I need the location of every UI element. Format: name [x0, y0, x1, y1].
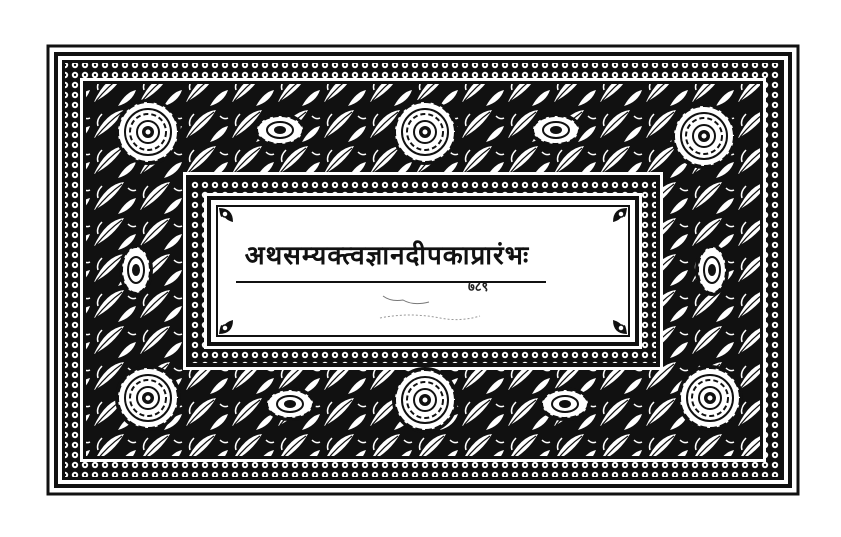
catalog-number: ७८९ — [468, 280, 489, 295]
book-title: अथसम्यक्त्वज्ञानदीपकाप्रारंभः — [244, 241, 530, 271]
